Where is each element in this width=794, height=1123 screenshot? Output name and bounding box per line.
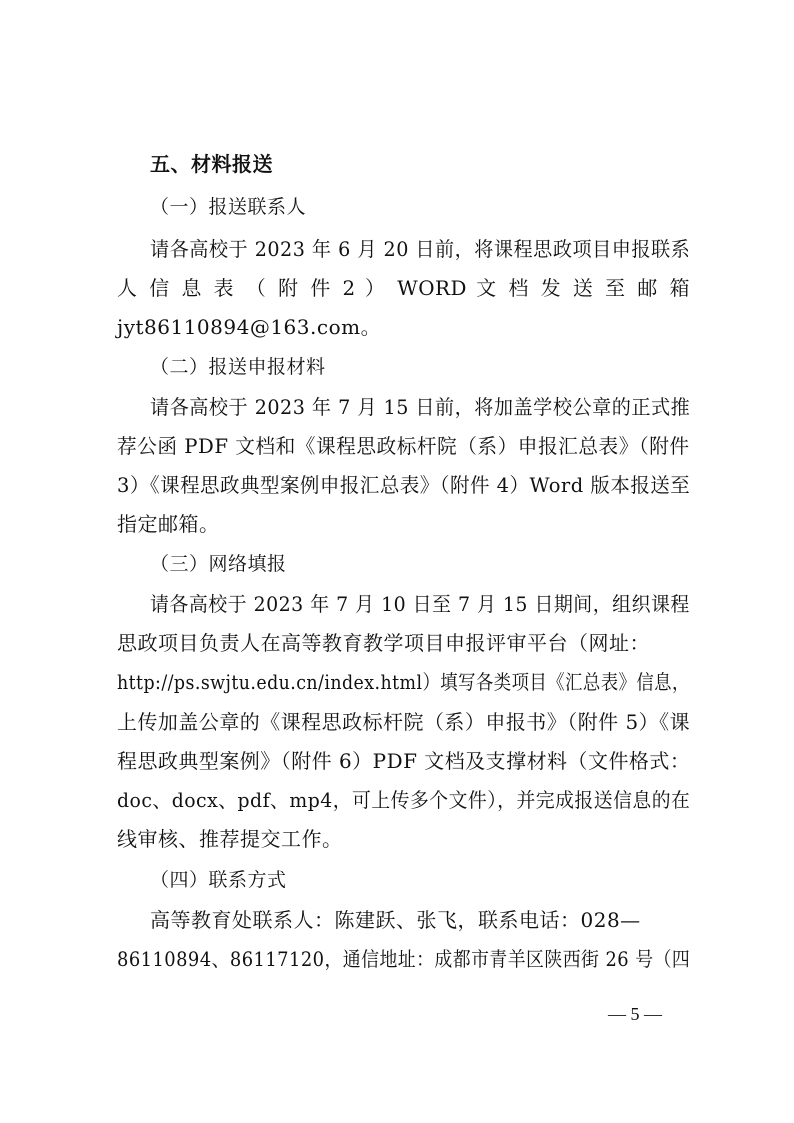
subsection-title-contact-info: （四）联系方式: [150, 869, 287, 891]
paragraph-line: 高等教育处联系人：陈建跃、张飞，联系电话：028—: [150, 908, 641, 932]
paragraph-line: 86110894、86117120，通信地址：成都市青羊区陕西街 26 号（四: [117, 947, 691, 971]
email-address: jyt86110894@163.com。: [117, 315, 382, 339]
paragraph-line: 人 信 息 表 （ 附 件 2 ） WORD 文 档 发 送 至 邮 箱: [117, 276, 690, 300]
paragraph-line: 思政项目负责人在高等教育教学项目申报评审平台（网址：: [117, 631, 650, 655]
paragraph-line: 请各高校于 2023 年 6 月 20 日前，将课程思政项目申报联系: [150, 237, 691, 261]
paragraph-line: 程思政典型案例》（附件 6）PDF 文档及支撑材料（文件格式：: [117, 749, 691, 773]
paragraph-line: 3）《课程思政典型案例申报汇总表》（附件 4）Word 版本报送至: [117, 473, 691, 497]
paragraph-line: 请各高校于 2023 年 7 月 15 日前，将加盖学校公章的正式推: [150, 395, 691, 419]
paragraph-line: 指定邮箱。: [117, 512, 220, 536]
url-line: http://ps.swjtu.edu.cn/index.html）填写各类项目《汇总表》信息，: [117, 670, 690, 694]
paragraph-line: 上传加盖公章的《课程思政标杆院（系）申报书》（附件 5）《课: [117, 710, 691, 734]
paragraph-line: 荐公函 PDF 文档和《课程思政标杆院（系）申报汇总表》（附件: [117, 434, 690, 458]
subsection-title-materials: （二）报送申报材料: [150, 356, 326, 378]
subsection-title-contact: （一）报送联系人: [150, 196, 307, 218]
paragraph-line: doc、docx、pdf、mp4，可上传多个文件），并完成报送信息的在: [117, 788, 691, 812]
page-number: — 5 —: [608, 1004, 662, 1024]
paragraph-line: 线审核、推荐提交工作。: [117, 827, 343, 851]
section-title: 五、材料报送: [150, 152, 273, 176]
subsection-title-online: （三）网络填报: [150, 553, 287, 575]
paragraph-line: 请各高校于 2023 年 7 月 10 日至 7 月 15 日期间，组织课程: [150, 592, 690, 616]
